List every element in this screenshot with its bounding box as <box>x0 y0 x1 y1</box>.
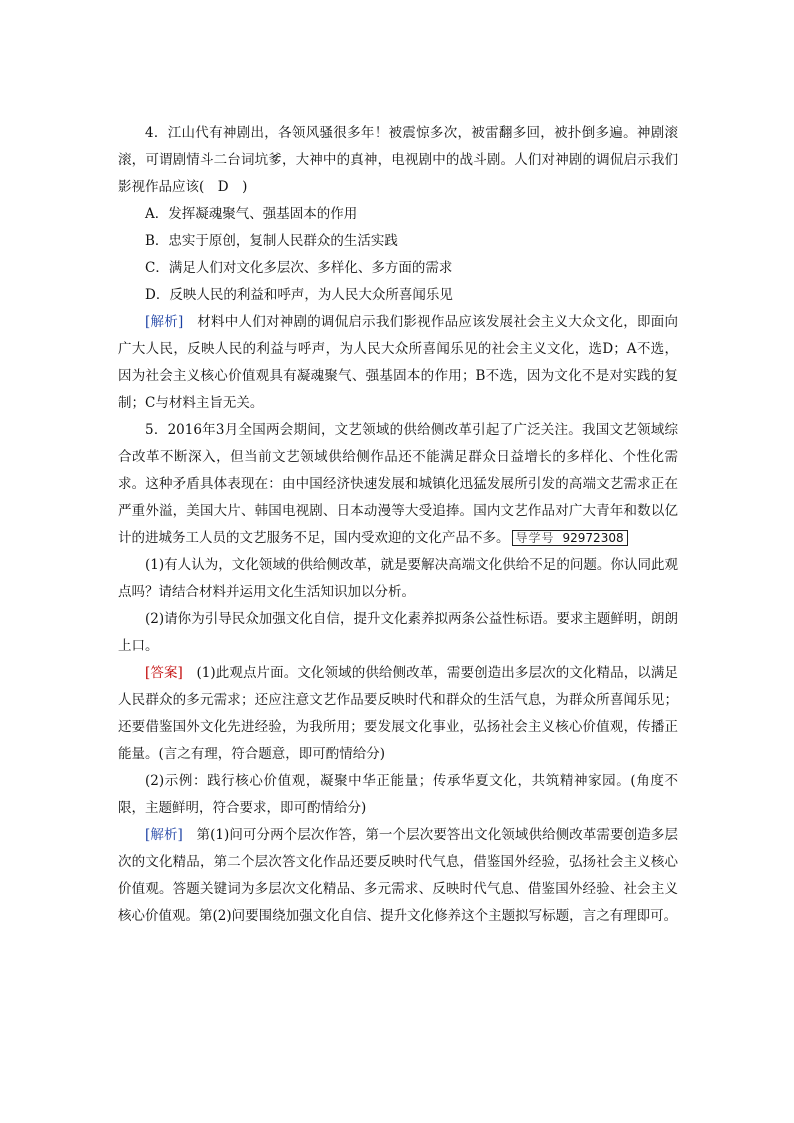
question-5-answer-1 <box>118 660 678 768</box>
analysis-tag: [解析] <box>145 827 183 843</box>
question-4-option-a: A．发挥凝魂聚气、强基固本的作用 <box>145 206 358 222</box>
study-number-label: 导学号 <box>515 531 555 545</box>
question-5-answer-2: (2)示例：践行核心价值观，凝聚中华正能量；传承华夏文化，共筑精神家园。(角度不限，主题鲜明，符合要求，即可酌情给分) <box>118 773 678 816</box>
question-5-sub1: (1)有人认为，文化领域的供给侧改革，就是要解决高端文化供给不足的问题。你认同此观点吗？请结合材料并运用文化生活知识加以分析。 <box>118 557 678 600</box>
question-5-analysis <box>118 822 678 930</box>
answer-1-text: (1)此观点片面。文化领域的供给侧改革，需要创造出多层次的文化精品，以满足人民群众的多元需求；还应注意文艺作品要反映时代和群众的生活气息，为群众所喜闻乐见；还要借鉴国外文化先进经验，为我所用；要发展文化事业，弘扬社会主义核心价值观，传播正能量。(言之有理，符合题意，即可酌情给分) <box>118 665 678 762</box>
study-number-box <box>512 530 628 546</box>
question-4-stem: 4．江山代有神剧出，各领风骚很多年！被震惊多次，被雷翻多回，被扑倒多遍。神剧滚滚，可谓剧情斗二台词坑爹，大神中的真神，电视剧中的战斗剧。人们对神剧的调侃启示我们影视作品应该( D ) <box>118 125 678 195</box>
question-4-option-d: D．反映人民的利益和呼声，为人民大众所喜闻乐见 <box>145 287 453 303</box>
question-4-analysis <box>118 309 678 417</box>
question-5-stem-text: 5．2016年3月全国两会期间，文艺领域的供给侧改革引起了广泛关注。我国文艺领域综合改革不断深入，但当前文艺领域供给侧作品还不能满足群众日益增长的多样化、个性化需求。这种矛盾具体表现在：由中国经济快速发展和城镇化迅猛发展所引发的高端文艺需求正在严重外溢，美国大片、韩国电视剧、日本动漫等大受追捧。国内文艺作品对广大青年和数以亿计的进城务工人员的文艺服务不足，国内受欢迎的文化产品不多。 <box>118 422 678 546</box>
analysis-text: 材料中人们对神剧的调侃启示我们影视作品应该发展社会主义大众文化，即面向广大人民，反映人民的利益与呼声，为人民大众所喜闻乐见的社会主义文化，选D；A不选，因为社会主义核心价值观具有凝魂聚气、强基固本的作用；B不选，因为文化不是对实践的复制；C与材料主旨无关。 <box>118 314 678 411</box>
analysis-tag: [解析] <box>145 314 184 330</box>
question-4-option-b: B．忠实于原创，复制人民群众的生活实践 <box>145 233 398 249</box>
answer-tag: [答案] <box>145 665 183 681</box>
question-5-sub2: (2)请你为引导民众加强文化自信，提升文化素养拟两条公益性标语。要求主题鲜明，朗朗上口。 <box>118 611 678 654</box>
analysis-text: 第(1)问可分两个层次作答，第一个层次要答出文化领域供给侧改革需要创造多层次的文化精品，第二个层次答文化作品还要反映时代气息，借鉴国外经验，弘扬社会主义核心价值观。答题关键词为多层次文化精品、多元需求、反映时代气息、借鉴国外经验、社会主义核心价值观。第(2)问要围绕加强文化自信、提升文化修养这个主题拟写标题，言之有理即可。 <box>118 827 678 924</box>
question-4-option-c: C．满足人们对文化多层次、多样化、多方面的需求 <box>145 260 453 276</box>
study-number-value: 92972308 <box>562 531 624 545</box>
document-body <box>118 120 678 930</box>
question-5-stem <box>118 417 678 552</box>
